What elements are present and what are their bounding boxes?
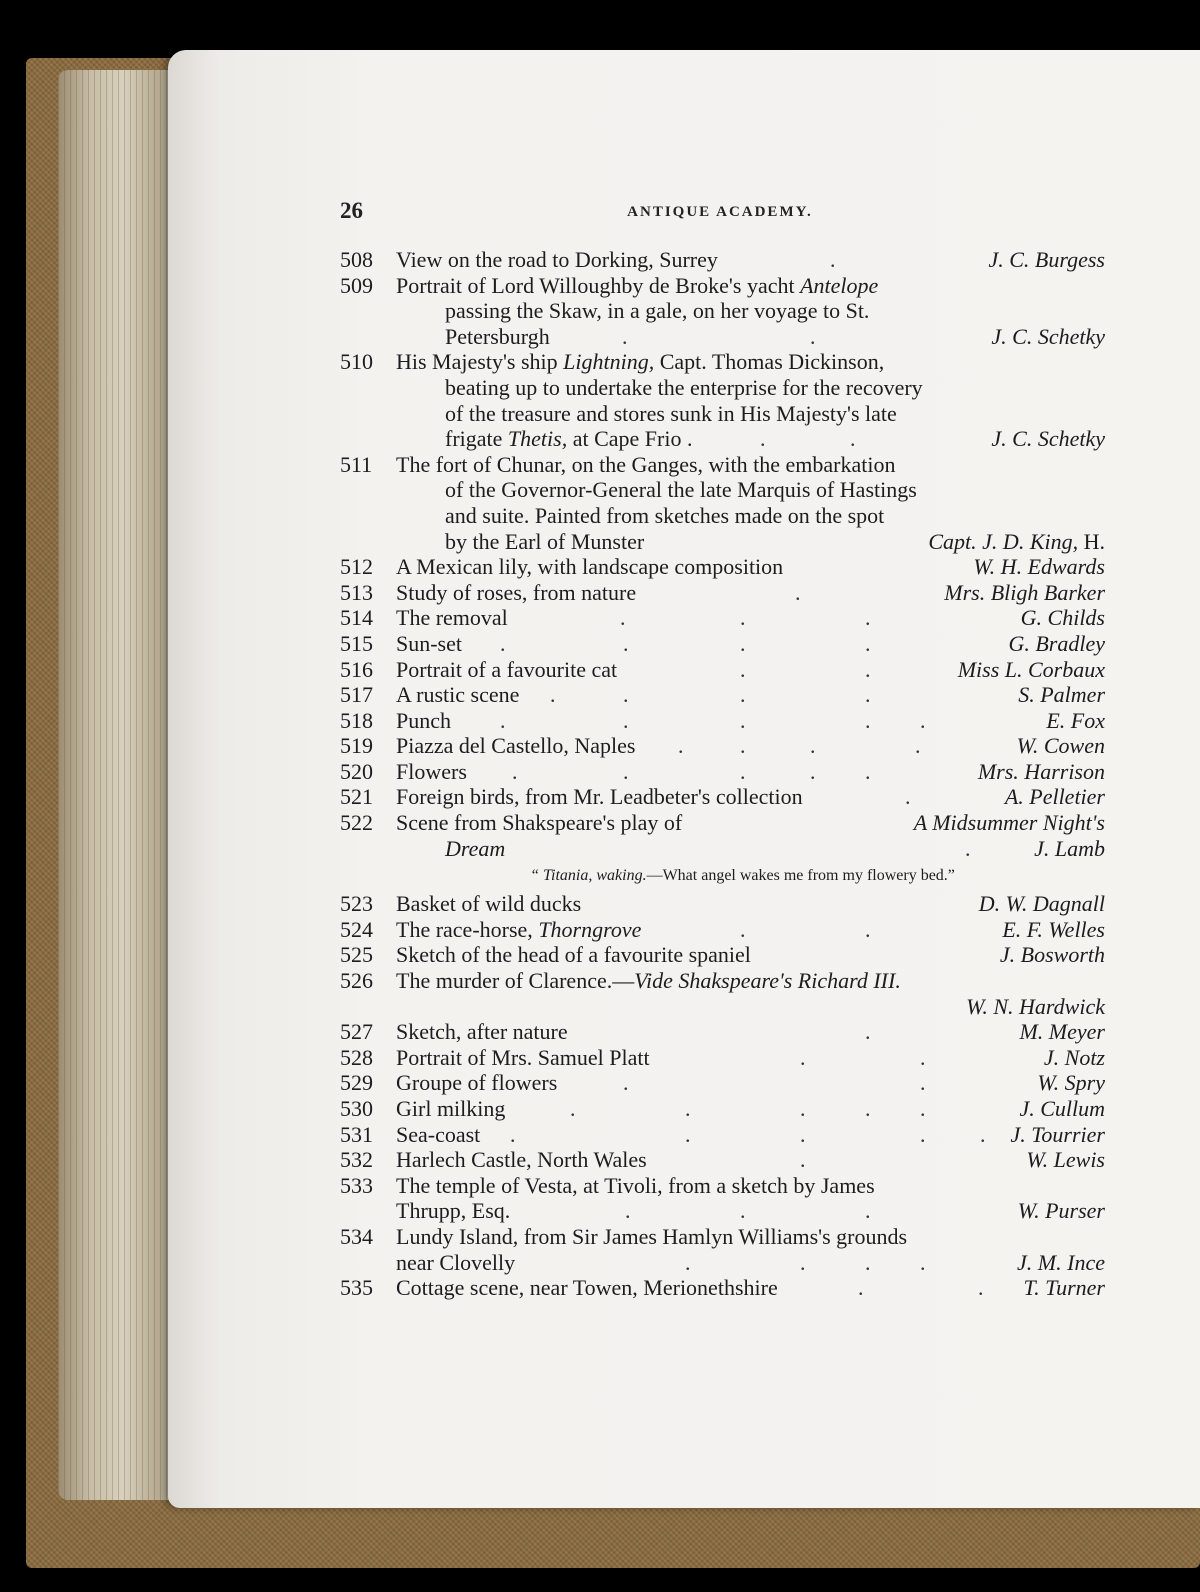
catalogue-entry: 516 Portrait of a favourite cat . . Miss L. Corbaux <box>340 656 1105 682</box>
catalogue-entry: 513 Study of roses, from nature . Mrs. Bligh Barker <box>340 579 1105 605</box>
entry-artist: G. Bradley <box>1008 630 1105 656</box>
entry-number: 510 <box>340 349 373 375</box>
entry-title: Lundy Island, from Sir James Hamlyn Williams's grounds <box>396 1223 908 1249</box>
entry-title-cont: beating up to undertake the enterprise for the recovery <box>445 374 923 400</box>
entry-artist: T. Turner <box>1023 1275 1105 1301</box>
entry-title: The murder of Clarence.— <box>396 968 635 994</box>
page-number: 26 <box>340 198 363 223</box>
entry-number: 522 <box>340 810 373 836</box>
catalogue-entries <box>340 247 1105 1301</box>
catalogue-entry: 514 The removal . . . G. Childs <box>340 605 1105 631</box>
entry-title: His Majesty's ship <box>396 349 558 375</box>
entry-artist: J. Cullum <box>1019 1096 1105 1121</box>
catalogue-entry: 535 Cottage scene, near Towen, Merionethshire . . T. Turner <box>340 1275 1105 1301</box>
catalogue-entry: 534 Lundy Island, from Sir James Hamlyn Williams's grounds near Clovelly . . . . J. M. Ince <box>340 1223 1105 1275</box>
entry-title: Sketch of the head of a favourite spaniel <box>396 942 751 968</box>
entry-title: The removal <box>396 605 508 631</box>
entry-artist: J. Tourrier <box>1010 1121 1105 1147</box>
entry-title-cont: of the Governor-General the late Marquis of Hastings <box>445 477 917 503</box>
entry-artist: W. Cowen <box>1016 733 1105 759</box>
entry-title: Punch <box>396 707 451 733</box>
catalogue-entry <box>340 942 1105 968</box>
catalogue-entry: 517 A rustic scene . . . . S. Palmer <box>340 682 1105 708</box>
entry-number: 521 <box>340 784 373 810</box>
entry-number: 535 <box>340 1275 373 1301</box>
entry-number: 528 <box>340 1044 373 1070</box>
catalogue-entry: 519 Piazza del Castello, Naples . . . . W. Cowen <box>340 733 1105 759</box>
entry-title: Cottage scene, near Towen, Merionethshire <box>396 1275 778 1301</box>
entry-artist: M. Meyer <box>1019 1019 1105 1045</box>
entry-title-cont: Dream <box>445 835 506 861</box>
entry-artist: W. N. Hardwick <box>966 993 1105 1019</box>
entry-artist: J. Notz <box>1043 1044 1105 1070</box>
entry-title-italic: Lightning, <box>563 349 655 375</box>
catalogue-entry: 528 Portrait of Mrs. Samuel Platt . . J. Notz <box>340 1044 1105 1070</box>
catalogue-entry <box>340 452 1105 554</box>
entry-number: 519 <box>340 733 373 759</box>
catalogue-entry: 524 The race-horse, Thorngrove . . E. F. Welles <box>340 916 1105 942</box>
entry-number: 534 <box>340 1223 373 1249</box>
entry-title: Sun-set <box>396 630 462 656</box>
catalogue-entry: 533 The temple of Vesta, at Tivoli, from a sketch by James Thrupp, Esq. . . . W. Purser <box>340 1172 1105 1224</box>
entry-title: Study of roses, from nature <box>396 579 637 605</box>
entry-title: Groupe of flowers <box>396 1070 558 1096</box>
entry-artist: Capt. J. D. King, H. <box>928 528 1105 554</box>
entry-title: Portrait of Lord Willoughby de Broke's yacht <box>396 272 795 298</box>
entry-title-cont: Petersburgh <box>445 323 550 349</box>
entry-artist: J. Bosworth <box>999 942 1105 968</box>
entry-number: 525 <box>340 942 373 968</box>
entry-title: Harlech Castle, North Wales <box>396 1147 647 1173</box>
entry-title-cont: passing the Skaw, in a gale, on her voyage to St. <box>445 298 870 324</box>
entry-artist: S. Palmer <box>1018 682 1105 708</box>
entry-quote: “ Titania, waking.—What angel wakes me from my flowery bed.” <box>530 867 955 885</box>
entry-number: 520 <box>340 758 373 784</box>
entry-number: 533 <box>340 1172 373 1198</box>
entry-title: The race-horse, <box>396 916 533 942</box>
entry-number: 523 <box>340 891 373 917</box>
entry-number: 517 <box>340 682 373 708</box>
catalogue-entry: 529 Groupe of flowers . . W. Spry <box>340 1070 1105 1096</box>
catalogue-entry: 520 Flowers . . . . . Mrs. Harrison <box>340 758 1105 784</box>
entry-artist: E. F. Welles <box>1002 916 1105 942</box>
entry-title: Portrait of Mrs. Samuel Platt <box>396 1044 650 1070</box>
entry-artist: J. C. Schetky <box>991 323 1105 349</box>
catalogue-entry: 521 Foreign birds, from Mr. Leadbeter's collection . A. Pelletier <box>340 784 1105 810</box>
entry-artist: W. H. Edwards <box>973 554 1105 580</box>
entry-title-cont: near Clovelly <box>396 1249 516 1275</box>
entry-artist: A. Pelletier <box>1004 784 1105 810</box>
catalogue-entry: 522 Scene from Shakspeare's play of A Midsummer Night's Dream . J. Lamb “ Titania, waking.—What angel wakes me from my flowery bed.” <box>340 810 1105 891</box>
entry-number: 515 <box>340 630 373 656</box>
entry-number: 508 <box>340 247 373 272</box>
entry-title-italic: Antelope <box>800 272 879 298</box>
entry-artist: W. Purser <box>1017 1198 1105 1224</box>
entry-artist: G. Childs <box>1020 605 1105 631</box>
entry-title: Sea-coast <box>396 1121 481 1147</box>
entry-title-cont: of the treasure and stores sunk in His Majesty's late <box>445 400 897 426</box>
entry-number: 514 <box>340 605 373 631</box>
entry-artist: J. C. Burgess <box>988 247 1105 272</box>
entry-title: A Mexican lily, with landscape composition <box>396 554 784 580</box>
catalogue-entry: 532 Harlech Castle, North Wales . W. Lewis <box>340 1147 1105 1173</box>
catalogue-entry: 515 Sun-set . . . . G. Bradley <box>340 630 1105 656</box>
entry-title-italic: A Midsummer Night's <box>913 810 1105 836</box>
entry-number: 527 <box>340 1019 373 1045</box>
entry-number: 526 <box>340 968 373 994</box>
entry-artist: J. Lamb <box>1034 835 1105 861</box>
entry-title-cont: frigate <box>445 426 503 452</box>
entry-artist: W. Lewis <box>1026 1147 1105 1173</box>
entry-title: The temple of Vesta, at Tivoli, from a sketch by James <box>396 1172 875 1198</box>
entry-title-italic: Thetis, <box>507 426 568 452</box>
entry-title-cont: Thrupp, Esq. <box>396 1198 511 1224</box>
entry-title: Basket of wild ducks <box>396 891 582 917</box>
entry-number: 518 <box>340 707 373 733</box>
entry-artist: J. C. Schetky <box>991 426 1105 452</box>
entry-artist: E. Fox <box>1046 707 1105 733</box>
entry-title: View on the road to Dorking, Surrey <box>396 247 718 272</box>
entry-number: 531 <box>340 1121 373 1147</box>
entry-number: 511 <box>340 451 373 477</box>
entry-title-italic: Thorngrove <box>538 916 642 942</box>
entry-title: Girl milking <box>396 1096 506 1121</box>
catalogue-entry: 510 His Majesty's ship Lightning, Capt. Thomas Dickinson, beating up to undertake the enterprise for the recovery of the treasure and stores sunk in His Majesty's late frigate Thetis, at Cape Frio . . . J. C. Schetky <box>340 349 1105 452</box>
entry-number: 532 <box>340 1147 373 1173</box>
entry-title: Scene from Shakspeare's play of <box>396 810 683 836</box>
page-header <box>340 198 1100 228</box>
entry-title: Piazza del Castello, Naples <box>396 733 636 759</box>
catalogue-entry: 509 Portrait of Lord Willoughby de Broke's yacht Antelope passing the Skaw, in a gale, on her voyage to St. Petersburgh . . J. C. Schetky <box>340 272 1105 349</box>
catalogue-entry <box>340 968 1105 1019</box>
catalogue-entry: 518 Punch . . . . . E. Fox <box>340 707 1105 733</box>
catalogue-entry: 508 View on the road to Dorking, Surrey . J. C. Burgess <box>340 247 1105 272</box>
entry-artist: Mrs. Harrison <box>977 758 1105 784</box>
catalogue-entry: 530 Girl milking . . . . . J. Cullum <box>340 1096 1105 1121</box>
entry-title: Portrait of a favourite cat <box>396 656 618 682</box>
entry-title: A rustic scene <box>396 682 520 708</box>
entry-number: 529 <box>340 1070 373 1096</box>
entry-title-cont: by the Earl of Munster <box>445 528 645 554</box>
entry-artist: W. Spry <box>1037 1070 1105 1096</box>
entry-number: 530 <box>340 1096 373 1121</box>
entry-number: 513 <box>340 579 373 605</box>
entry-title-cont: and suite. Painted from sketches made on the spot <box>445 502 885 528</box>
catalogue-entry <box>340 554 1105 580</box>
entry-title-italic: Vide Shakspeare's Richard III. <box>634 968 901 994</box>
entry-artist: D. W. Dagnall <box>978 891 1105 917</box>
entry-artist: J. M. Ince <box>1017 1249 1105 1275</box>
entry-number: 512 <box>340 554 373 580</box>
entry-number: 509 <box>340 272 373 298</box>
entry-number: 516 <box>340 656 373 682</box>
entry-title: Flowers <box>396 758 467 784</box>
entry-artist: Miss L. Corbaux <box>957 656 1105 682</box>
running-head: ANTIQUE ACADEMY. <box>627 204 813 220</box>
entry-title: Foreign birds, from Mr. Leadbeter's collection <box>396 784 803 810</box>
catalogue-entry: 531 Sea-coast . . . . . J. Tourrier <box>340 1121 1105 1147</box>
catalogue-entry <box>340 891 1105 917</box>
entry-number: 524 <box>340 916 373 942</box>
entry-artist: Mrs. Bligh Barker <box>944 579 1105 605</box>
entry-title: The fort of Chunar, on the Ganges, with the embarkation <box>396 451 896 477</box>
entry-title: Sketch, after nature <box>396 1019 568 1045</box>
catalogue-entry: 527 Sketch, after nature . M. Meyer <box>340 1019 1105 1045</box>
